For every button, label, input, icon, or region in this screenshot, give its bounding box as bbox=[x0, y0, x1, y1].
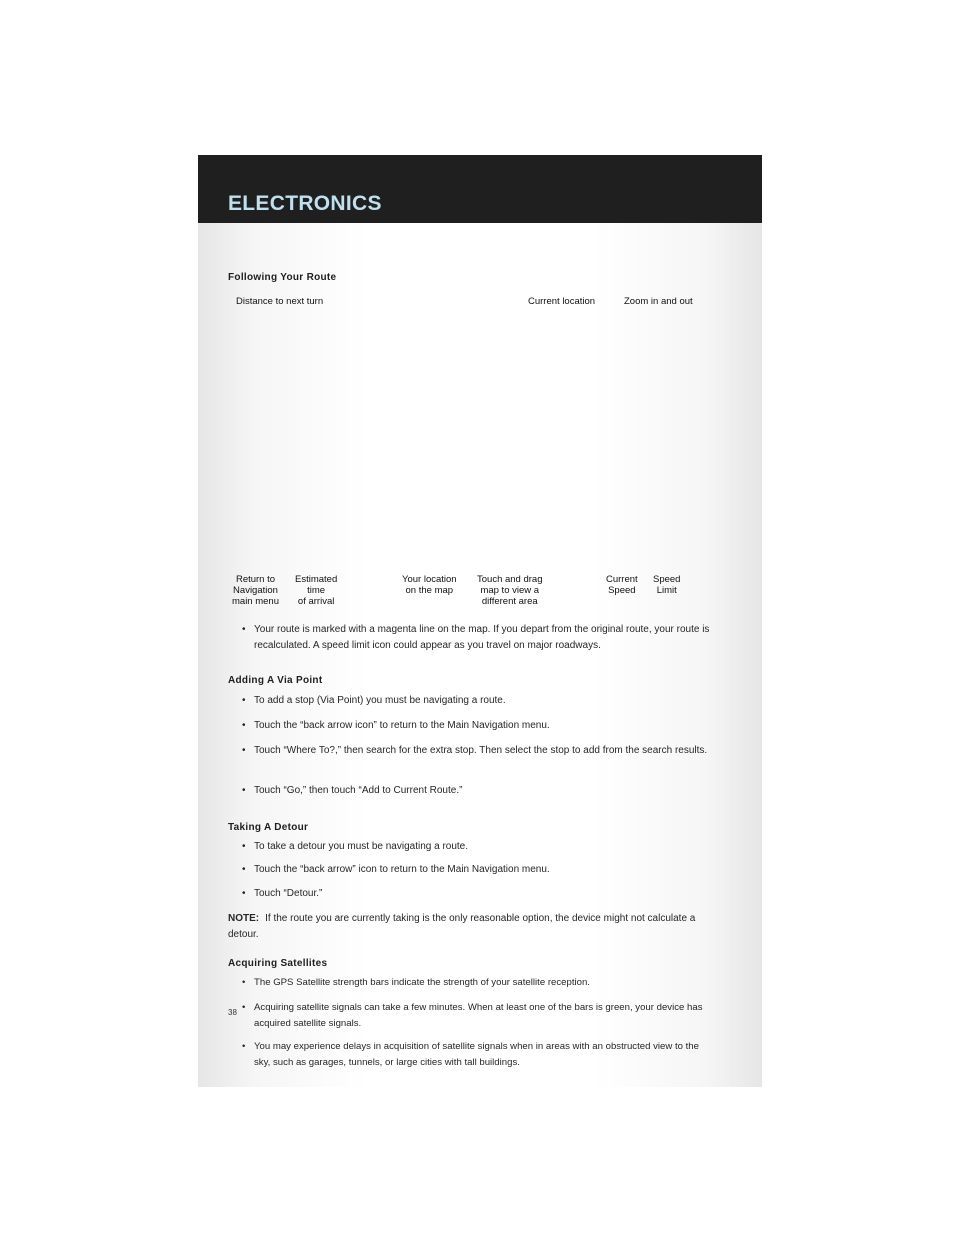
callout-current-location: Current location bbox=[528, 296, 596, 307]
callout-return-nav-menu: Return to Navigation main menu bbox=[232, 574, 279, 607]
callout-speed-limit: Speed Limit bbox=[653, 574, 681, 596]
list-item bbox=[242, 743, 710, 759]
list-item bbox=[242, 886, 710, 902]
bullet-dot: • bbox=[242, 624, 246, 635]
bullet-text: To add a stop (Via Point) you must be navigating a route. bbox=[254, 695, 506, 706]
bullet-dot: • bbox=[242, 785, 246, 796]
bullet-text: Touch “Detour.” bbox=[254, 888, 323, 899]
manual-page bbox=[198, 155, 762, 1087]
page-number: 38 bbox=[228, 1008, 237, 1017]
bullet-dot: • bbox=[242, 1002, 246, 1013]
note-label: NOTE: bbox=[228, 913, 260, 924]
section-header-bar bbox=[198, 155, 762, 223]
bullet-text: Acquiring satellite signals can take a few minutes. When at least one of the bars is green, your device has acquired satellite signals. bbox=[254, 1002, 703, 1029]
section-title: ELECTRONICS bbox=[228, 192, 382, 215]
bullet-text: Touch “Where To?,” then search for the extra stop. Then select the stop to add from the search results. bbox=[254, 745, 708, 756]
bullet-text: You may experience delays in acquisition of satellite signals when in areas with an obstructed view to the sky, such as garages, tunnels, or large cities with tall buildings. bbox=[254, 1041, 699, 1068]
bullet-dot: • bbox=[242, 977, 246, 988]
list-item bbox=[242, 622, 710, 654]
callout-current-speed: Current Speed bbox=[606, 574, 638, 596]
route-heading: Following Your Route bbox=[228, 272, 337, 283]
callout-distance-next-turn: Distance to next turn bbox=[236, 296, 324, 307]
bullet-text: Touch the “back arrow icon” to return to the Main Navigation menu. bbox=[254, 720, 550, 731]
list-item bbox=[242, 718, 710, 734]
detour-heading: Taking A Detour bbox=[228, 822, 309, 833]
callout-eta: Estimated time of arrival bbox=[295, 574, 338, 607]
satellites-heading: Acquiring Satellites bbox=[228, 958, 328, 969]
note-paragraph bbox=[228, 911, 708, 943]
via-point-heading: Adding A Via Point bbox=[228, 675, 323, 686]
bullet-dot: • bbox=[242, 864, 246, 875]
list-item bbox=[242, 1000, 714, 1032]
bullet-text: To take a detour you must be navigating a route. bbox=[254, 841, 469, 852]
callout-zoom: Zoom in and out bbox=[624, 296, 693, 307]
bullet-dot: • bbox=[242, 1041, 246, 1052]
list-item bbox=[242, 1039, 714, 1071]
bullet-text: Touch the “back arrow” icon to return to the Main Navigation menu. bbox=[254, 864, 550, 875]
bullet-text: The GPS Satellite strength bars indicate the strength of your satellite reception. bbox=[254, 977, 590, 988]
list-item bbox=[242, 783, 710, 799]
bullet-text: Your route is marked with a magenta line on the map. If you depart from the original route, your route is recalculated. A speed limit icon could appear as you travel on major roadways. bbox=[254, 624, 710, 651]
bullet-dot: • bbox=[242, 888, 246, 899]
list-item bbox=[242, 693, 710, 709]
callout-touch-drag: Touch and drag map to view a different area bbox=[477, 574, 543, 607]
list-item bbox=[242, 839, 710, 855]
list-item bbox=[242, 975, 714, 991]
bullet-dot: • bbox=[242, 695, 246, 706]
map-screenshot-area bbox=[206, 315, 746, 580]
note-text: If the route you are currently taking is the only reasonable option, the device might not calculate a detour. bbox=[228, 913, 696, 940]
bullet-dot: • bbox=[242, 841, 246, 852]
bullet-dot: • bbox=[242, 720, 246, 731]
list-item bbox=[242, 862, 710, 878]
bullet-dot: • bbox=[242, 745, 246, 756]
bullet-text: Touch “Go,” then touch “Add to Current Route.” bbox=[254, 785, 463, 796]
callout-your-location: Your location on the map bbox=[402, 574, 457, 596]
